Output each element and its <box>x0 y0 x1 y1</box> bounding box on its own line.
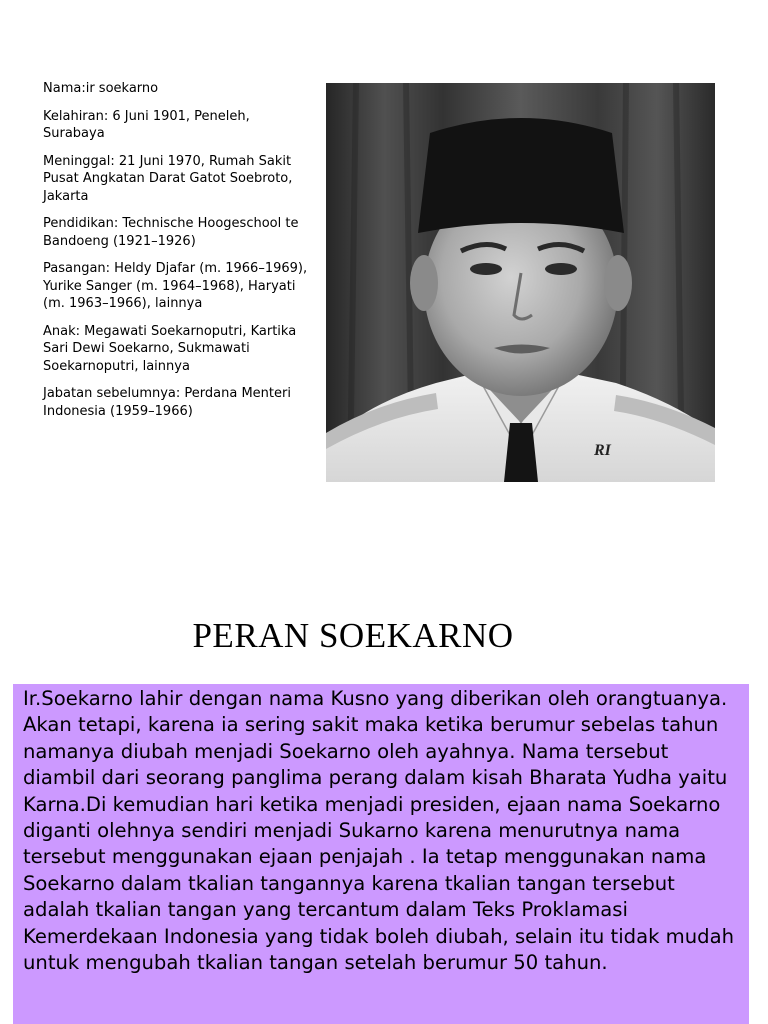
bio-pendidikan: Pendidikan: Technische Hoogeschool te Bandoeng (1921–1926) <box>43 216 299 249</box>
bio-anak: Anak: Megawati Soekarnoputri, Kartika Sari Dewi Soekarno, Sukmawati Soekarnoputri, lainnya <box>43 323 297 374</box>
body-paragraph: Ir.Soekarno lahir dengan nama Kusno yang diberikan oleh orangtuanya. Akan tetapi, karena ia sering sakit maka ketika berumur sebelas tahun namanya diubah menjadi Soekarno oleh ayahnya. Nama tersebut diambil dari seorang panglima perang dalam kisah Bharata Yudha yaitu Karna.Di kemudian hari ketika menjadi presiden, ejaan nama Soekarno diganti olehnya sendiri menjadi Sukarno karena menurutnya nama tersebut menggunakan ejaan penjajah . Ia tetap menggunakan nama Soekarno dalam tkalian tangannya karena tkalian tangan tersebut adalah tkalian tangan yang tercantum dalam Teks Proklamasi Kemerdekaan Indonesia yang tidak boleh diubah, selain itu tidak mudah untuk mengubah tkalian tangan setelah berumur 50 tahun. <box>23 687 735 975</box>
bio-pasangan: Pasangan: Heldy Djafar (m. 1966–1969), Yurike Sanger (m. 1964–1968), Haryati (m. 1963–1966), lainnya <box>43 261 308 311</box>
uniform-badge-ri: RI <box>594 442 611 459</box>
section-title: PERAN SOEKARNO <box>192 616 514 655</box>
bio-meninggal: Meninggal: 21 Juni 1970, Rumah Sakit Pusat Angkatan Darat Gatot Soebroto, Jakarta <box>43 153 293 204</box>
biography-list <box>43 80 315 430</box>
bio-jabatan: Jabatan sebelumnya: Perdana Menteri Indonesia (1959–1966) <box>43 386 291 419</box>
bio-nama: Nama:ir soekarno <box>43 81 159 96</box>
portrait-illustration <box>326 83 715 482</box>
bio-kelahiran: Kelahiran: 6 Juni 1901, Peneleh, Surabaya <box>43 108 250 141</box>
body-text-box <box>13 684 749 1024</box>
portrait-photo <box>326 83 715 482</box>
